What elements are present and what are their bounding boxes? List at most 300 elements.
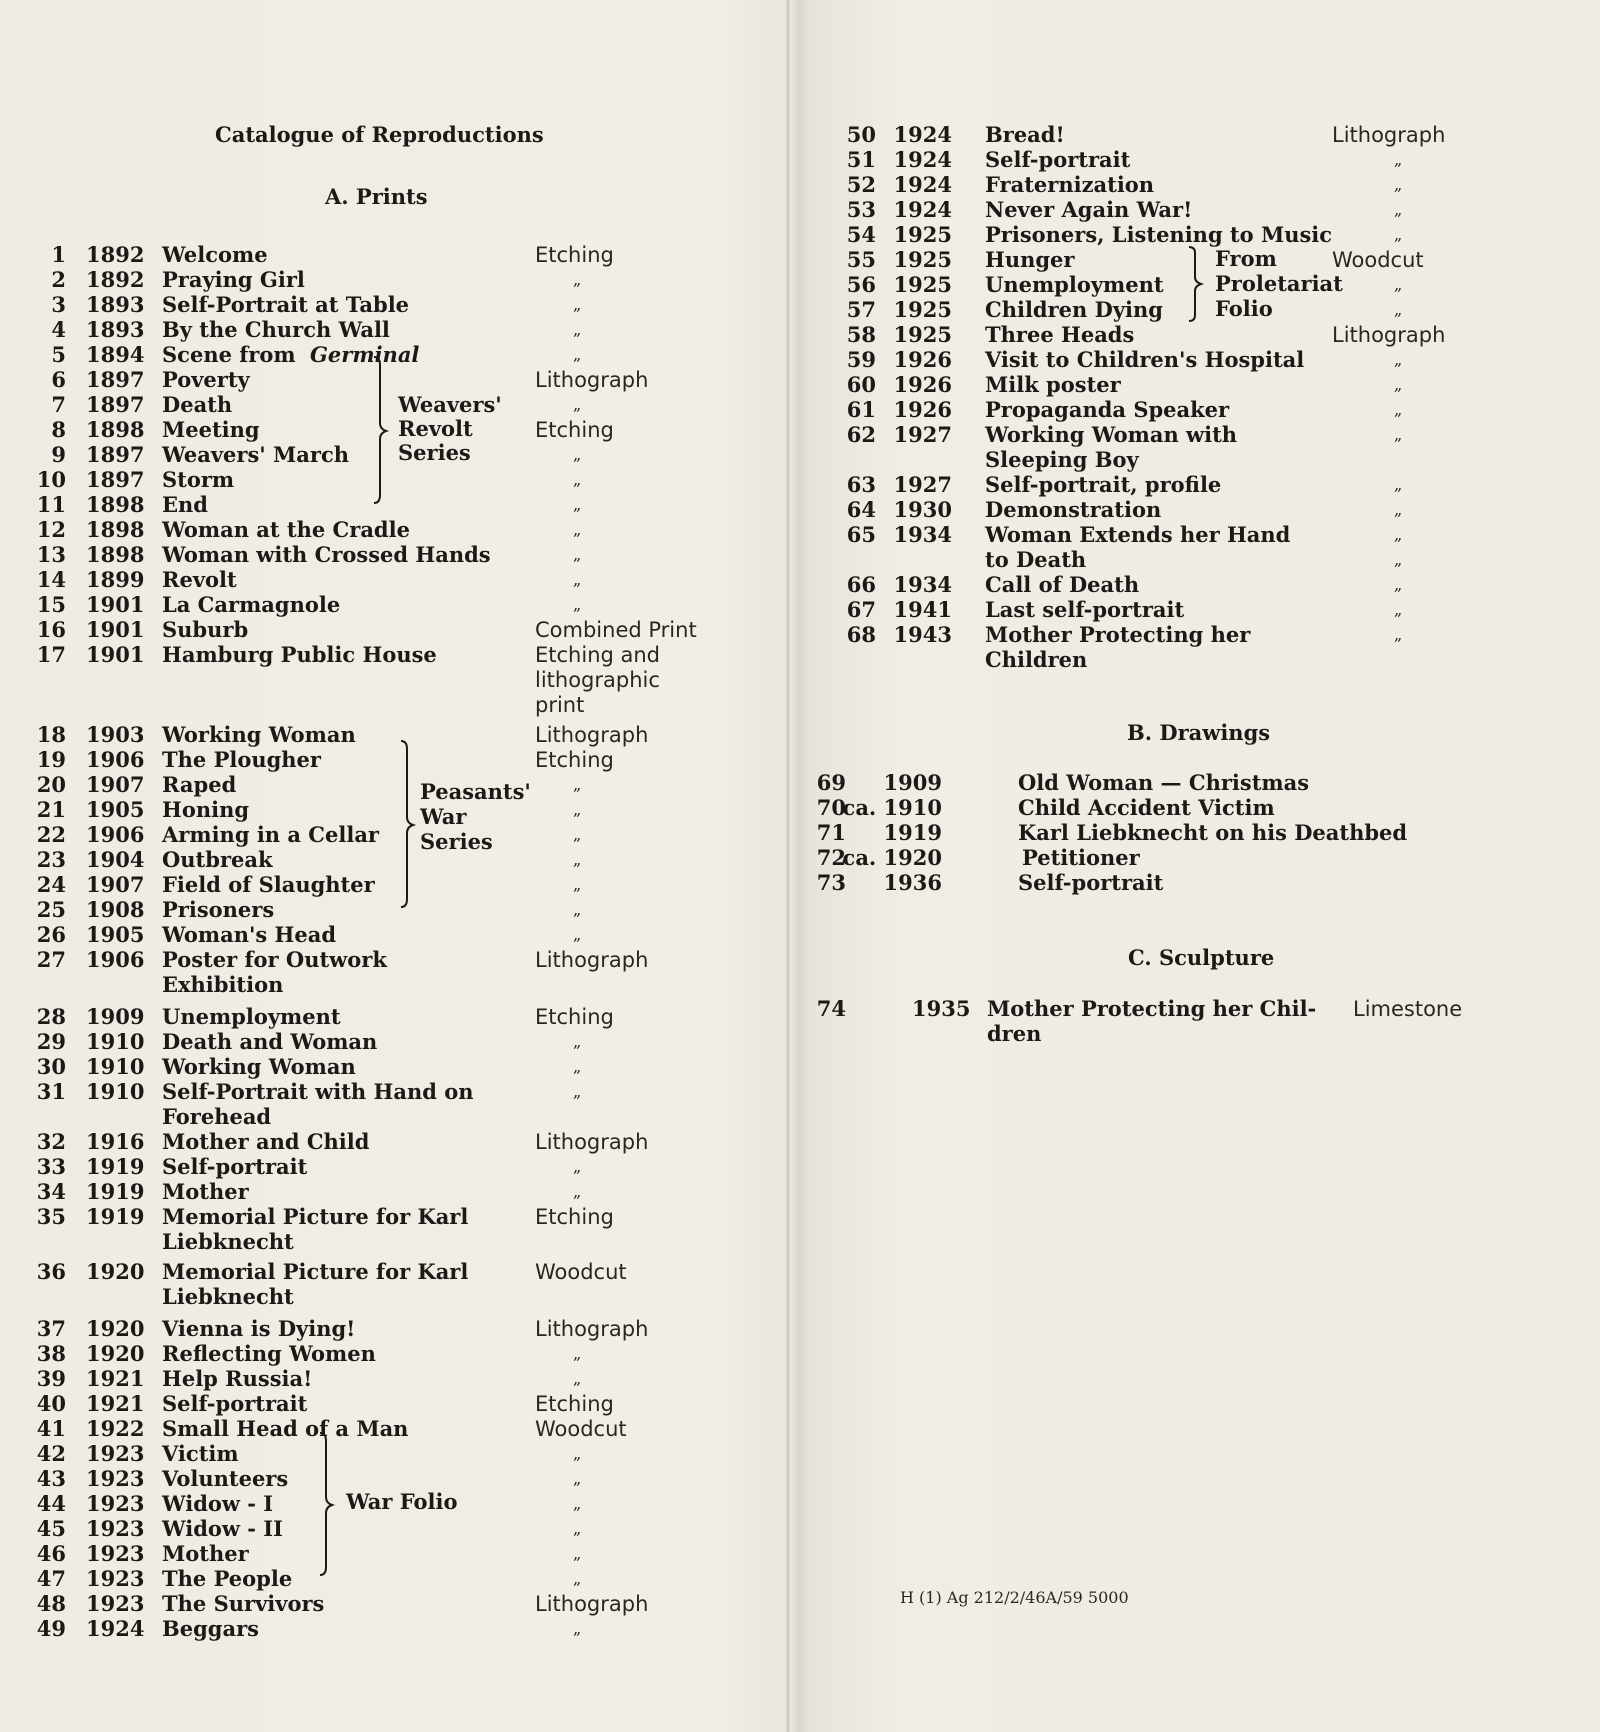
entry-title: Death and Woman bbox=[162, 1029, 378, 1054]
entry-year: 1897 bbox=[86, 367, 145, 392]
group-peasants-1: Peasants' bbox=[420, 779, 531, 804]
entry-year: 1906 bbox=[86, 822, 145, 847]
entry-title: Visit to Children's Hospital bbox=[985, 347, 1305, 372]
entry-medium: Lithograph bbox=[535, 368, 649, 392]
drawing-year: ca. 1920 bbox=[842, 845, 942, 870]
entry-number: 9 bbox=[51, 442, 66, 467]
entry-number: 10 bbox=[36, 467, 66, 492]
entry-number: 26 bbox=[36, 922, 66, 947]
entry-number: 17 bbox=[36, 642, 66, 667]
entry-number: 29 bbox=[36, 1029, 66, 1054]
entry-title: End bbox=[162, 492, 208, 517]
table-row bbox=[0, 847, 780, 873]
table-row bbox=[790, 597, 1590, 623]
entry-title: Working Woman with bbox=[985, 422, 1238, 447]
entry-medium: „ bbox=[1394, 150, 1403, 169]
entry-year: 1930 bbox=[893, 497, 952, 522]
right-page bbox=[790, 0, 1600, 1732]
table-row bbox=[0, 822, 780, 848]
table-row-continuation bbox=[790, 647, 1590, 673]
entry-number: 14 bbox=[36, 567, 66, 592]
entry-medium: Lithograph bbox=[1332, 323, 1446, 347]
entry-number: 6 bbox=[51, 367, 66, 392]
table-row bbox=[790, 870, 1590, 896]
entry-title: Never Again War! bbox=[985, 197, 1193, 222]
entry-title: Demonstration bbox=[985, 497, 1162, 522]
table-row bbox=[0, 1129, 780, 1155]
entry-number: 36 bbox=[36, 1259, 66, 1284]
entry-year: 1894 bbox=[86, 342, 145, 367]
entry-year: 1905 bbox=[86, 922, 145, 947]
entry-year: 1921 bbox=[86, 1366, 145, 1391]
entry-title: Honing bbox=[162, 797, 250, 822]
entry-medium: „ bbox=[573, 1519, 582, 1538]
sculpture-title-line2: dren bbox=[987, 1021, 1042, 1046]
table-row bbox=[0, 1391, 780, 1417]
table-row bbox=[0, 1029, 780, 1055]
group-peasants-2: War bbox=[420, 804, 467, 829]
table-row bbox=[0, 1204, 780, 1230]
entry-medium: Etching bbox=[535, 243, 614, 267]
entry-medium: „ bbox=[1394, 400, 1403, 419]
entry-year: 1925 bbox=[893, 297, 952, 322]
table-row bbox=[0, 722, 780, 748]
entry-year: 1898 bbox=[86, 517, 145, 542]
entry-year: 1923 bbox=[86, 1466, 145, 1491]
entry-medium-line3: print bbox=[535, 693, 585, 717]
entry-number: 44 bbox=[36, 1491, 66, 1516]
entry-title: Raped bbox=[162, 772, 237, 797]
entry-medium: „ bbox=[573, 1544, 582, 1563]
entry-number: 33 bbox=[36, 1154, 66, 1179]
entry-year: 1920 bbox=[86, 1259, 145, 1284]
drawing-number: 71 bbox=[816, 820, 846, 845]
entry-title: Prisoners bbox=[162, 897, 275, 922]
entry-medium: „ bbox=[573, 800, 582, 819]
group-weavers-2: Revolt bbox=[398, 416, 473, 441]
entry-year: 1925 bbox=[893, 272, 952, 297]
entry-medium: „ bbox=[573, 775, 582, 794]
entry-year: 1924 bbox=[86, 1616, 145, 1641]
entry-number: 21 bbox=[36, 797, 66, 822]
entry-year: 1920 bbox=[86, 1316, 145, 1341]
table-row bbox=[0, 947, 780, 973]
drawing-year: ca. 1910 bbox=[842, 795, 942, 820]
entry-year: 1903 bbox=[86, 722, 145, 747]
table-row bbox=[0, 242, 780, 268]
entry-year: 1925 bbox=[893, 322, 952, 347]
entry-title: Mother Protecting her bbox=[985, 622, 1251, 647]
entry-number: 2 bbox=[51, 267, 66, 292]
entry-year: 1926 bbox=[893, 372, 952, 397]
entry-title: Memorial Picture for Karl bbox=[162, 1204, 469, 1229]
drawing-title: Petitioner bbox=[1022, 845, 1140, 870]
entry-number: 53 bbox=[846, 197, 876, 222]
entry-number: 12 bbox=[36, 517, 66, 542]
entry-number: 68 bbox=[846, 622, 876, 647]
entry-medium: Etching bbox=[535, 1205, 614, 1229]
table-row bbox=[790, 572, 1590, 598]
entry-year: 1899 bbox=[86, 567, 145, 592]
entry-title: Working Woman bbox=[162, 722, 356, 747]
entry-medium: „ bbox=[573, 595, 582, 614]
entry-number: 64 bbox=[846, 497, 876, 522]
group-war-folio: War Folio bbox=[346, 1489, 458, 1514]
entry-medium: „ bbox=[1394, 300, 1403, 319]
entry-medium: Woodcut bbox=[535, 1260, 627, 1284]
entry-year: 1910 bbox=[86, 1079, 145, 1104]
entry-title-line2: to Death bbox=[985, 547, 1087, 572]
entry-number: 38 bbox=[36, 1341, 66, 1366]
entry-title: Self-portrait bbox=[162, 1391, 308, 1416]
entry-medium: „ bbox=[573, 1369, 582, 1388]
entry-medium: „ bbox=[573, 295, 582, 314]
entry-medium: „ bbox=[573, 1057, 582, 1076]
entry-number: 61 bbox=[846, 397, 876, 422]
table-row bbox=[790, 622, 1590, 648]
table-row bbox=[790, 347, 1590, 373]
entry-number: 39 bbox=[36, 1366, 66, 1391]
entry-title: Scene from bbox=[162, 342, 296, 367]
entry-number: 65 bbox=[846, 522, 876, 547]
entry-year: 1943 bbox=[893, 622, 952, 647]
entry-year: 1927 bbox=[893, 472, 952, 497]
entry-number: 47 bbox=[36, 1566, 66, 1591]
entry-number: 49 bbox=[36, 1616, 66, 1641]
entry-medium: „ bbox=[573, 1494, 582, 1513]
entry-number: 13 bbox=[36, 542, 66, 567]
table-row bbox=[0, 747, 780, 773]
entry-medium: „ bbox=[573, 825, 582, 844]
entry-year: 1892 bbox=[86, 242, 145, 267]
entry-number: 35 bbox=[36, 1204, 66, 1229]
entry-year: 1910 bbox=[86, 1054, 145, 1079]
entry-number: 28 bbox=[36, 1004, 66, 1029]
entry-number: 46 bbox=[36, 1541, 66, 1566]
entry-medium: „ bbox=[573, 1444, 582, 1463]
entry-year: 1901 bbox=[86, 592, 145, 617]
entry-medium: „ bbox=[573, 470, 582, 489]
entry-title: Mother bbox=[162, 1179, 249, 1204]
entry-year: 1898 bbox=[86, 492, 145, 517]
entry-medium: „ bbox=[1394, 375, 1403, 394]
entry-year: 1897 bbox=[86, 442, 145, 467]
table-row bbox=[790, 172, 1590, 198]
entry-year: 1898 bbox=[86, 542, 145, 567]
entry-year: 1901 bbox=[86, 642, 145, 667]
table-row bbox=[0, 1341, 780, 1367]
entry-title: Prisoners, Listening to Music bbox=[985, 222, 1333, 247]
entry-number: 41 bbox=[36, 1416, 66, 1441]
entry-number: 32 bbox=[36, 1129, 66, 1154]
table-row bbox=[790, 322, 1590, 348]
entry-title: Beggars bbox=[162, 1616, 259, 1641]
entry-medium: „ bbox=[1394, 175, 1403, 194]
entry-year: 1908 bbox=[86, 897, 145, 922]
entry-medium: „ bbox=[1394, 575, 1403, 594]
entry-medium: „ bbox=[1394, 500, 1403, 519]
entry-title: Unemployment bbox=[985, 272, 1164, 297]
entry-number: 54 bbox=[846, 222, 876, 247]
entry-medium: Etching and bbox=[535, 643, 661, 667]
entry-number: 34 bbox=[36, 1179, 66, 1204]
peasants-brace bbox=[395, 739, 419, 909]
entry-medium: „ bbox=[1394, 225, 1403, 244]
entry-medium: Etching bbox=[535, 748, 614, 772]
entry-title: The Plougher bbox=[162, 747, 321, 772]
table-row bbox=[0, 1154, 780, 1180]
entry-title: Fraternization bbox=[985, 172, 1155, 197]
table-row bbox=[790, 122, 1590, 148]
entry-title: Help Russia! bbox=[162, 1366, 313, 1391]
entry-title-line2: Children bbox=[985, 647, 1088, 672]
entry-medium-line2: „ bbox=[1394, 550, 1403, 569]
entry-year: 1893 bbox=[86, 317, 145, 342]
drawing-number: 69 bbox=[816, 770, 846, 795]
entry-medium: „ bbox=[1394, 425, 1403, 444]
entry-number: 20 bbox=[36, 772, 66, 797]
table-row bbox=[790, 397, 1590, 423]
table-row bbox=[0, 1591, 780, 1617]
entry-title: Poverty bbox=[162, 367, 250, 392]
entry-title: Revolt bbox=[162, 567, 237, 592]
table-row bbox=[0, 292, 780, 318]
entry-year: 1925 bbox=[893, 222, 952, 247]
entry-title-line2: Forehead bbox=[162, 1104, 272, 1129]
entry-title: Mother and Child bbox=[162, 1129, 370, 1154]
entry-year: 1923 bbox=[86, 1491, 145, 1516]
entry-title: Self-portrait, profile bbox=[985, 472, 1222, 497]
entry-medium: „ bbox=[1394, 350, 1403, 369]
table-row bbox=[790, 522, 1590, 548]
entry-number: 18 bbox=[36, 722, 66, 747]
group-proletariat-2: Proletariat bbox=[1215, 271, 1343, 296]
entry-medium: „ bbox=[1394, 625, 1403, 644]
entry-year: 1907 bbox=[86, 772, 145, 797]
section-b-heading: B. Drawings bbox=[1127, 720, 1271, 745]
entry-title: Memorial Picture for Karl bbox=[162, 1259, 469, 1284]
table-row-continuation bbox=[790, 447, 1590, 473]
group-proletariat-1: From bbox=[1215, 246, 1277, 271]
table-row bbox=[0, 317, 780, 343]
entry-title: Milk poster bbox=[985, 372, 1121, 397]
entry-title: Self-Portrait with Hand on bbox=[162, 1079, 474, 1104]
entry-medium: „ bbox=[1394, 275, 1403, 294]
entry-medium: Etching bbox=[535, 1392, 614, 1416]
entry-medium: Etching bbox=[535, 418, 614, 442]
entry-medium: Lithograph bbox=[535, 1592, 649, 1616]
entry-medium: „ bbox=[573, 270, 582, 289]
table-row bbox=[0, 542, 780, 568]
table-row bbox=[0, 267, 780, 293]
entry-medium: „ bbox=[573, 1619, 582, 1638]
entry-number: 66 bbox=[846, 572, 876, 597]
group-proletariat-3: Folio bbox=[1215, 296, 1273, 321]
weavers-brace bbox=[368, 355, 392, 505]
table-row bbox=[0, 617, 780, 643]
war-folio-brace bbox=[314, 1431, 338, 1577]
table-row bbox=[0, 1179, 780, 1205]
entry-number: 40 bbox=[36, 1391, 66, 1416]
table-row bbox=[790, 197, 1590, 223]
entry-medium: Lithograph bbox=[535, 1130, 649, 1154]
entry-year: 1927 bbox=[893, 422, 952, 447]
drawing-title: Karl Liebknecht on his Deathbed bbox=[1018, 820, 1408, 845]
entry-year: 1919 bbox=[86, 1179, 145, 1204]
entry-year: 1910 bbox=[86, 1029, 145, 1054]
entry-title: La Carmagnole bbox=[162, 592, 341, 617]
sculpture-number: 74 bbox=[816, 996, 846, 1021]
entry-title: Field of Slaughter bbox=[162, 872, 375, 897]
table-row bbox=[0, 922, 780, 948]
entry-title: Mother bbox=[162, 1541, 249, 1566]
entry-medium: Lithograph bbox=[535, 948, 649, 972]
entry-medium: „ bbox=[573, 1032, 582, 1051]
entry-title: Call of Death bbox=[985, 572, 1140, 597]
entry-year: 1907 bbox=[86, 872, 145, 897]
table-row bbox=[790, 820, 1590, 846]
entry-medium: „ bbox=[573, 395, 582, 414]
entry-year: 1904 bbox=[86, 847, 145, 872]
entry-year: 1919 bbox=[86, 1204, 145, 1229]
section-a-heading: A. Prints bbox=[325, 184, 428, 209]
sculpture-medium: Limestone bbox=[1353, 997, 1463, 1021]
entry-year: 1920 bbox=[86, 1341, 145, 1366]
table-row bbox=[0, 1416, 780, 1442]
table-row bbox=[0, 517, 780, 543]
entry-title: Bread! bbox=[985, 122, 1065, 147]
entry-medium: „ bbox=[573, 1157, 582, 1176]
entry-number: 59 bbox=[846, 347, 876, 372]
entry-medium: Woodcut bbox=[1332, 248, 1424, 272]
entry-title: Self-Portrait at Table bbox=[162, 292, 410, 317]
entry-year: 1924 bbox=[893, 147, 952, 172]
sculpture-year: 1935 bbox=[912, 996, 971, 1021]
entry-number: 23 bbox=[36, 847, 66, 872]
entry-number: 48 bbox=[36, 1591, 66, 1616]
entry-medium: „ bbox=[573, 545, 582, 564]
entry-title: Children Dying bbox=[985, 297, 1163, 322]
left-page bbox=[0, 0, 786, 1732]
entry-medium: „ bbox=[573, 900, 582, 919]
table-row bbox=[0, 1004, 780, 1030]
entry-year: 1892 bbox=[86, 267, 145, 292]
drawing-year: 1909 bbox=[883, 770, 942, 795]
table-row bbox=[0, 1516, 780, 1542]
entry-number: 67 bbox=[846, 597, 876, 622]
table-row bbox=[790, 147, 1590, 173]
entry-year: 1923 bbox=[86, 1591, 145, 1616]
entry-medium: „ bbox=[573, 520, 582, 539]
table-row bbox=[0, 567, 780, 593]
entry-medium: „ bbox=[573, 495, 582, 514]
entry-year: 1925 bbox=[893, 247, 952, 272]
table-row bbox=[0, 797, 780, 823]
entry-number: 1 bbox=[51, 242, 66, 267]
entry-title: Unemployment bbox=[162, 1004, 341, 1029]
entry-medium: „ bbox=[573, 1569, 582, 1588]
entry-year: 1924 bbox=[893, 197, 952, 222]
entry-year: 1941 bbox=[893, 597, 952, 622]
entry-number: 45 bbox=[36, 1516, 66, 1541]
entry-year: 1897 bbox=[86, 467, 145, 492]
entry-year: 1901 bbox=[86, 617, 145, 642]
entry-number: 27 bbox=[36, 947, 66, 972]
entry-number: 51 bbox=[846, 147, 876, 172]
entry-title: Small Head of a Man bbox=[162, 1416, 409, 1441]
section-c-heading: C. Sculpture bbox=[1128, 945, 1275, 970]
entry-medium: Lithograph bbox=[535, 1317, 649, 1341]
entry-title: Widow - I bbox=[162, 1491, 274, 1516]
entry-year: 1923 bbox=[86, 1516, 145, 1541]
table-row bbox=[790, 770, 1590, 796]
entry-number: 3 bbox=[51, 292, 66, 317]
entry-title: Woman with Crossed Hands bbox=[162, 542, 491, 567]
entry-title: Arming in a Cellar bbox=[162, 822, 379, 847]
table-row bbox=[0, 1441, 780, 1467]
entry-number: 37 bbox=[36, 1316, 66, 1341]
entry-number: 22 bbox=[36, 822, 66, 847]
drawing-title: Self-portrait bbox=[1018, 870, 1164, 895]
drawing-year: 1936 bbox=[883, 870, 942, 895]
entry-title: The Survivors bbox=[162, 1591, 325, 1616]
entry-title: Poster for Outwork bbox=[162, 947, 387, 972]
entry-title: Reflecting Women bbox=[162, 1341, 376, 1366]
entry-medium: Woodcut bbox=[535, 1417, 627, 1441]
entry-title: Widow - II bbox=[162, 1516, 283, 1541]
entry-medium: Lithograph bbox=[1332, 123, 1446, 147]
entry-medium: Lithograph bbox=[535, 723, 649, 747]
sculpture-title: Mother Protecting her Chil- bbox=[987, 996, 1317, 1021]
table-row bbox=[0, 872, 780, 898]
drawing-number: 73 bbox=[816, 870, 846, 895]
table-row-continuation bbox=[790, 547, 1590, 573]
drawing-title: Child Accident Victim bbox=[1018, 795, 1275, 820]
entry-title: By the Church Wall bbox=[162, 317, 390, 342]
entry-year: 1898 bbox=[86, 417, 145, 442]
entry-number: 50 bbox=[846, 122, 876, 147]
entry-number: 19 bbox=[36, 747, 66, 772]
entry-year: 1906 bbox=[86, 947, 145, 972]
entry-title-line2: Exhibition bbox=[162, 972, 284, 997]
table-row bbox=[0, 1259, 780, 1285]
entry-medium: „ bbox=[573, 1182, 582, 1201]
entry-number: 25 bbox=[36, 897, 66, 922]
entry-year: 1897 bbox=[86, 392, 145, 417]
entry-title: Welcome bbox=[162, 242, 268, 267]
table-row bbox=[0, 642, 780, 668]
entry-number: 7 bbox=[51, 392, 66, 417]
entry-year: 1926 bbox=[893, 397, 952, 422]
entry-medium: „ bbox=[1394, 525, 1403, 544]
entry-year: 1919 bbox=[86, 1154, 145, 1179]
table-row bbox=[790, 422, 1590, 448]
entry-title-line2: Sleeping Boy bbox=[985, 447, 1139, 472]
entry-medium-line2: lithographic bbox=[535, 668, 660, 692]
entry-year: 1905 bbox=[86, 797, 145, 822]
entry-number: 52 bbox=[846, 172, 876, 197]
entry-number: 31 bbox=[36, 1079, 66, 1104]
entry-number: 57 bbox=[846, 297, 876, 322]
table-row bbox=[0, 592, 780, 618]
table-row bbox=[0, 1079, 780, 1105]
entry-medium: „ bbox=[573, 850, 582, 869]
entry-year: 1923 bbox=[86, 1441, 145, 1466]
table-row-continuation bbox=[790, 1021, 1590, 1047]
entry-title: Suburb bbox=[162, 617, 249, 642]
entry-number: 63 bbox=[846, 472, 876, 497]
drawing-number: 70 bbox=[816, 795, 846, 820]
